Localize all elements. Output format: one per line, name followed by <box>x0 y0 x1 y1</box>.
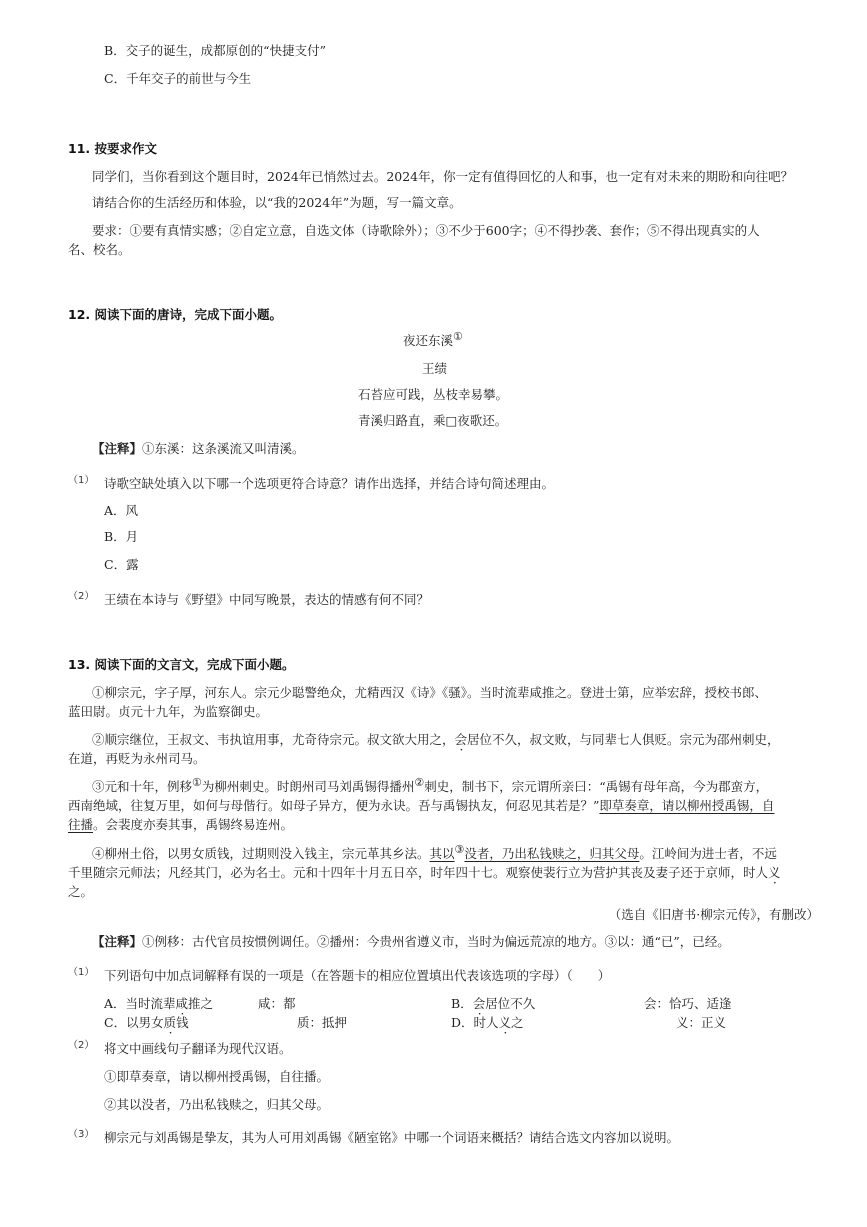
underlined-sentence-1-end: 往播 <box>68 817 94 832</box>
q12-title: 12. 阅读下面的唐诗，完成下面小题。 <box>68 307 282 322</box>
q11-requirements-line-2: 名、校名。 <box>68 242 131 257</box>
dotted-word: 质 <box>163 1015 177 1030</box>
note-mark-1: ① <box>192 775 202 789</box>
dotted-word: 会 <box>472 996 486 1011</box>
dotted-word: 会 <box>454 732 468 747</box>
q12-note-label: 【注释】 <box>92 441 143 456</box>
q12-option-b: B．月 <box>104 529 139 544</box>
q13-para1-line1: ①柳宗元，字子厚，河东人。宗元少聪警绝众，尤精西汉《诗》《骚》。当时流辈咸推之。登进士第，应举宏辞，授校书郎、 <box>92 685 768 700</box>
poem-line-2: 青溪归路直，乘□夜歌还。 <box>358 413 508 428</box>
text-span: 钱 <box>176 1015 189 1030</box>
note-mark-2: ② <box>414 775 425 789</box>
text-span: A．当时流辈 <box>104 996 176 1011</box>
q12-sub2-number: （2） <box>68 591 95 602</box>
q12-sub1-question: 诗歌空缺处填入以下哪一个选项更符合诗意？请作出选择，并结合诗句简述理由。 <box>104 476 555 491</box>
q11-title: 11. 按要求作文 <box>68 141 157 156</box>
q12-note <box>92 440 305 458</box>
poem-title-note-mark: ① <box>453 329 463 343</box>
q13-sub2-sentence-1: ①即草奏章，请以柳州授禹锡，自往播。 <box>104 1069 330 1084</box>
q13-option-a <box>104 995 213 1013</box>
q13-sub3-number: （3） <box>68 1129 95 1140</box>
q13-para3-line1 <box>92 775 769 796</box>
q13-sub2-number: （2） <box>68 1040 95 1051</box>
text-span: 西南绝域，往复万里，如何与母偕行。如母子异方，便为永诀。吾与禹锡执友，何忍见其若是？” <box>68 798 600 813</box>
q13-para4-line1 <box>92 842 777 863</box>
q13-para2-line2: 在道，再贬为永州司马。 <box>68 751 206 766</box>
q12-option-c: C．露 <box>104 557 139 572</box>
text-span: 之 <box>511 1015 524 1030</box>
q13-para2-line1 <box>92 731 780 749</box>
q11-paragraph-1: 同学们，当你看到这个题目时，2024年已悄然过去。2024年，你一定有值得回忆的人和事，也一定有对未来的期盼和向往吧？ <box>92 169 794 184</box>
note-mark-3: ③ <box>454 842 465 856</box>
q13-para4-line3: 之。 <box>68 884 94 899</box>
underlined-sentence-2-start: 其以 <box>429 846 455 861</box>
q13-title: 13. 阅读下面的文言文，完成下面小题。 <box>68 657 295 672</box>
q12-sub1-number: （1） <box>68 475 95 486</box>
q13-source: （选自《旧唐书·柳宗元传》，有删改） <box>608 907 819 922</box>
underlined-sentence-1: 即草奏章，请以柳州授禹锡，自 <box>599 798 775 813</box>
text-span: B． <box>451 996 473 1011</box>
q12-sub2-question: 王绩在本诗与《野望》中同写晚景，表达的情感有何不同？ <box>104 592 430 607</box>
poem-author: 王绩 <box>422 361 448 376</box>
dotted-word: 咸 <box>175 996 189 1011</box>
text-span: 。江岭间为进士者，不远 <box>639 846 777 861</box>
q13-note-label: 【注释】 <box>92 934 143 949</box>
text-span: 。会裴度亦奏其事，禹锡终易连州。 <box>93 817 294 832</box>
text-span: ②顺宗继位，王叔文、韦执谊用事，尤奇待宗元。叔文欲大用之， <box>92 732 455 747</box>
q10-option-b: B．交子的诞生，成都原创的“快捷支付” <box>104 43 326 58</box>
q13-option-c <box>104 1014 189 1032</box>
text-span: 居位不久 <box>485 996 536 1011</box>
q13-option-d <box>451 1014 524 1032</box>
dotted-word: 义 <box>768 865 781 880</box>
q13-option-b-explanation: 会：恰巧、适逢 <box>644 996 732 1011</box>
q12-option-a: A．风 <box>104 503 139 518</box>
q13-para4-line2 <box>68 864 781 882</box>
poem-title-text: 夜还东溪 <box>403 333 454 348</box>
text-span: C．以男女 <box>104 1015 164 1030</box>
q11-paragraph-2: 请结合你的生活经历和体验，以“我的2024年”为题，写一篇文章。 <box>92 195 462 210</box>
text-span: 千里随宗元师法；凡经其门，必为名士。元和十四年十月五日卒，时年四十七。观察使裴行立为营护其丧及妻子还于京师，时人 <box>68 865 769 880</box>
q13-sub2-question: 将文中画线句子翻译为现代汉语。 <box>104 1041 292 1056</box>
text-span: D．时人 <box>451 1015 499 1030</box>
q12-note-text: ①东溪：这条溪流又叫清溪。 <box>142 441 305 456</box>
q13-option-b <box>451 995 535 1013</box>
q10-option-c: C．千年交子的前世与今生 <box>104 71 252 86</box>
q11-requirements-line-1: 要求：①要有真情实感；②自定立意，自选文体（诗歌除外）；③不少于600字；④不得抄袭、套作；⑤不得出现真实的人 <box>92 223 760 238</box>
text-span: ④柳州土俗，以男女质钱，过期则没入钱主，宗元革其乡法。 <box>92 846 430 861</box>
q13-para3-line2 <box>68 797 774 815</box>
text-span: 刺史，制书下，宗元谓所亲曰：“禹锡有母年高，今为郡蛮方， <box>424 779 769 794</box>
q13-sub2-sentence-2: ②其以没者，乃出私钱赎之，归其父母。 <box>104 1097 330 1112</box>
q13-para3-line3 <box>68 816 293 834</box>
dotted-word: 义 <box>498 1015 512 1030</box>
text-span: 为柳州刺史。时朗州司马刘禹锡得播州 <box>201 779 415 794</box>
q13-para1-line2: 蓝田尉。贞元十九年，为监察御史。 <box>68 704 269 719</box>
q13-note <box>92 933 730 951</box>
text-span: ③元和十年，例移 <box>92 779 193 794</box>
q13-sub3-question: 柳宗元与刘禹锡是挚友，其为人可用刘禹锡《陋室铭》中哪一个词语来概括？请结合选文内容加以说明。 <box>104 1130 680 1145</box>
poem-line-1: 石苔应可践，丛枝幸易攀。 <box>358 387 509 402</box>
q13-note-text: ①例移：古代官员按惯例调任。②播州：今贵州省遵义市，当时为偏远荒凉的地方。③以：通“已”，已经。 <box>142 934 730 949</box>
q13-option-d-explanation: 义：正义 <box>676 1015 727 1030</box>
q13-option-a-explanation: 咸：都 <box>258 996 296 1011</box>
poem-title <box>403 329 463 350</box>
text-span: 推之 <box>188 996 214 1011</box>
underlined-sentence-2: 没者，乃出私钱赎之，归其父母 <box>464 846 640 861</box>
q13-option-c-explanation: 质：抵押 <box>297 1015 348 1030</box>
text-span: 居位不久，叔文败，与同辈七人俱贬。宗元为邵州刺史， <box>467 732 780 747</box>
q13-sub1-number: （1） <box>68 967 95 978</box>
q13-sub1-question: 下列语句中加点词解释有误的一项是（在答题卡的相应位置填出代表该选项的字母）（ ） <box>104 968 611 983</box>
